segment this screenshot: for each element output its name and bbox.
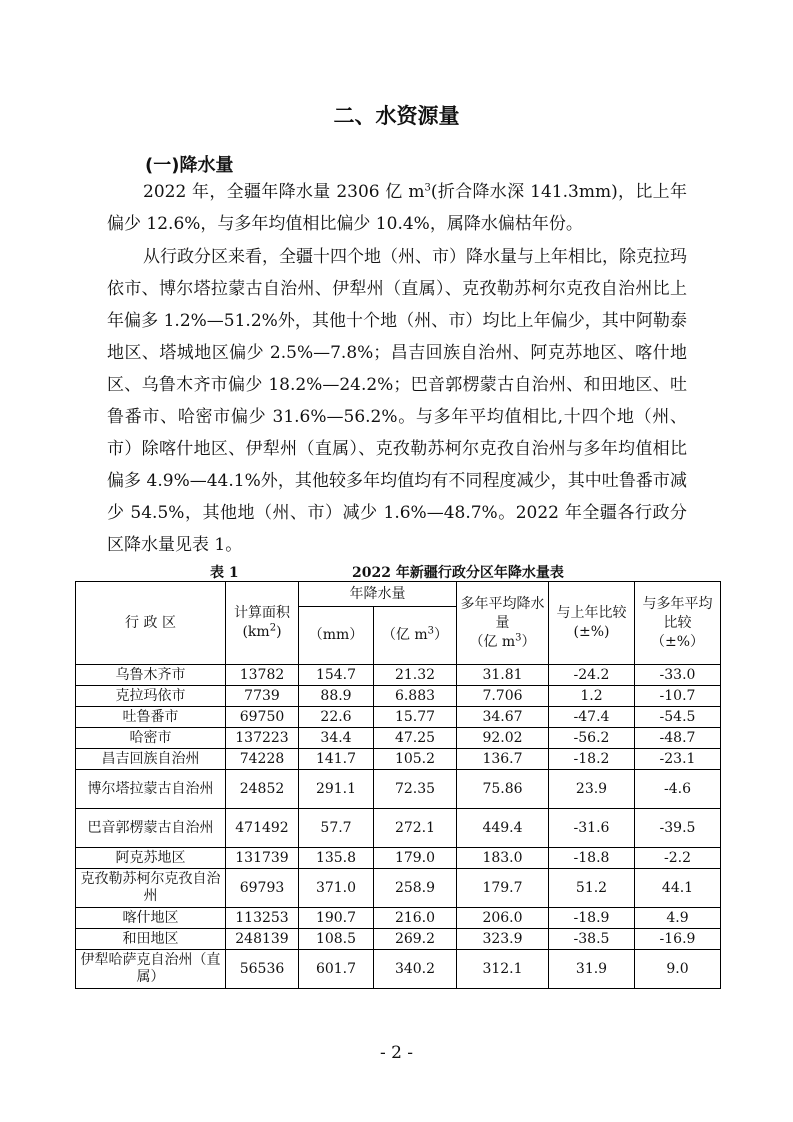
table-row (76, 908, 721, 929)
cell-mm: 371.0 (299, 869, 374, 908)
cell-vol: 47.25 (374, 728, 457, 749)
cell-region: 哈密市 (76, 728, 226, 749)
paragraph-regions: 从行政分区来看，全疆十四个地（州、市）降水量与上年相比，除克拉玛依市、博尔塔拉蒙古自治州、伊犁州（直属）、克孜勒苏柯尔克孜自治州比上年偏多 1.2%—51.2%外，其他十个地（州、市）均比上年偏少，其中阿勒泰地区、塔城地区偏少 2.5%—7.8%；昌吉回族自治州、阿克苏地区、喀什地区、乌鲁木齐市偏少 18.2%—24.2%；巴音郭楞蒙古自治州、和田地区、吐鲁番市、哈密市偏少 31.6%—56.2%。与多年平均值相比,十四个地（州、市）除喀什地区、伊犁州（直属）、克孜勒苏柯尔克孜自治州与多年均值相比偏多 4.9%—44.1%外，其他较多年均值均有不同程度减少，其中吐鲁番市减少 54.5%，其他地（州、市）减少 1.6%—48.7%。2022 年全疆各行政分区降水量见表 1。 (107, 247, 687, 555)
cell-area: 69750 (226, 707, 299, 728)
cell-vs-last: -18.9 (549, 908, 635, 929)
header-vs-mean-unit: （±%） (650, 633, 705, 650)
cell-area: 13782 (226, 665, 299, 686)
cell-mean: 312.1 (457, 950, 549, 989)
cell-region: 博尔塔拉蒙古自治州 (76, 770, 226, 809)
cell-mm: 22.6 (299, 707, 374, 728)
header-precip-mm: （mm） (299, 607, 374, 665)
table-row (76, 869, 721, 908)
cell-mean: 34.67 (457, 707, 549, 728)
cell-vol: 216.0 (374, 908, 457, 929)
table-number: 表 1 (210, 565, 239, 581)
cell-mean: 92.02 (457, 728, 549, 749)
paragraph-summary (107, 176, 687, 240)
table-row (76, 809, 721, 848)
cell-region: 巴音郭楞蒙古自治州 (76, 809, 226, 848)
cell-mean: 179.7 (457, 869, 549, 908)
cell-vol: 6.883 (374, 686, 457, 707)
cell-vs-mean: -54.5 (635, 707, 721, 728)
paragraph-summary-sup: 3 (424, 182, 431, 194)
cell-mm: 34.4 (299, 728, 374, 749)
cell-vs-last: -31.6 (549, 809, 635, 848)
cell-mean: 183.0 (457, 848, 549, 869)
page-title: 二、水资源量 (333, 104, 460, 128)
table-row (76, 848, 721, 869)
cell-mm: 154.7 (299, 665, 374, 686)
cell-area: 24852 (226, 770, 299, 809)
precipitation-table (75, 581, 721, 989)
header-precip-vol-label: （亿 m (381, 627, 428, 643)
cell-mean: 206.0 (457, 908, 549, 929)
cell-mean: 75.86 (457, 770, 549, 809)
header-area-unit: (km (242, 624, 270, 640)
cell-vol: 258.9 (374, 869, 457, 908)
section-heading: (一)降水量 (145, 155, 234, 176)
cell-vs-last: 1.2 (549, 686, 635, 707)
cell-vs-last: -47.4 (549, 707, 635, 728)
cell-region: 克拉玛依市 (76, 686, 226, 707)
cell-vs-mean: -48.7 (635, 728, 721, 749)
cell-region: 昌吉回族自治州 (76, 749, 226, 770)
cell-mm: 135.8 (299, 848, 374, 869)
cell-area: 131739 (226, 848, 299, 869)
cell-vol: 21.32 (374, 665, 457, 686)
cell-vs-last: -18.8 (549, 848, 635, 869)
table-row (76, 665, 721, 686)
cell-vol: 15.77 (374, 707, 457, 728)
header-area (226, 582, 299, 665)
header-mean-label: 多年平均降水量 (460, 595, 545, 631)
header-mean-unit: （亿 m (469, 633, 516, 650)
cell-mm: 57.7 (299, 809, 374, 848)
table-row (76, 929, 721, 950)
cell-vs-last: -18.2 (549, 749, 635, 770)
cell-vol: 72.35 (374, 770, 457, 809)
cell-vol: 105.2 (374, 749, 457, 770)
cell-vs-mean: -33.0 (635, 665, 721, 686)
cell-mm: 141.7 (299, 749, 374, 770)
table-body (76, 665, 721, 989)
cell-area: 74228 (226, 749, 299, 770)
paragraph-summary-pre: 2022 年，全疆年降水量 2306 亿 m (143, 182, 425, 202)
cell-vs-mean: 4.9 (635, 908, 721, 929)
cell-vs-mean: -16.9 (635, 929, 721, 950)
cell-mean: 449.4 (457, 809, 549, 848)
header-mean-unit-end: ） (521, 633, 536, 650)
table-row (76, 950, 721, 989)
cell-vs-mean: -10.7 (635, 686, 721, 707)
cell-region: 和田地区 (76, 929, 226, 950)
cell-mm: 88.9 (299, 686, 374, 707)
cell-vs-mean: -39.5 (635, 809, 721, 848)
cell-vs-last: -24.2 (549, 665, 635, 686)
header-precip-vol (374, 607, 457, 665)
header-vs-last-unit: (±%) (573, 624, 610, 640)
cell-vs-mean: 9.0 (635, 950, 721, 989)
header-area-unit-end: ) (276, 624, 282, 640)
header-area-unit-sup: 2 (269, 622, 277, 634)
cell-vs-mean: -2.2 (635, 848, 721, 869)
table-row (76, 728, 721, 749)
header-mean (457, 582, 549, 665)
cell-region: 克孜勒苏柯尔克孜自治州 (76, 869, 226, 908)
page-number: - 2 - (379, 1043, 414, 1063)
cell-mm: 190.7 (299, 908, 374, 929)
table-row (76, 749, 721, 770)
cell-area: 137223 (226, 728, 299, 749)
cell-vs-last: 51.2 (549, 869, 635, 908)
cell-vol: 272.1 (374, 809, 457, 848)
table-row (76, 770, 721, 809)
paragraph-summary-post: (折合降水深 141.3mm)，比上年偏少 12.6%，与多年均值相比偏少 10.4%，属降水偏枯年份。 (107, 182, 688, 234)
cell-vs-last: -56.2 (549, 728, 635, 749)
header-precip-vol-sup: 3 (427, 625, 435, 637)
cell-mean: 31.81 (457, 665, 549, 686)
cell-mm: 601.7 (299, 950, 374, 989)
cell-area: 69793 (226, 869, 299, 908)
cell-mm: 291.1 (299, 770, 374, 809)
cell-area: 7739 (226, 686, 299, 707)
cell-area: 471492 (226, 809, 299, 848)
cell-region: 喀什地区 (76, 908, 226, 929)
cell-region: 乌鲁木齐市 (76, 665, 226, 686)
cell-mean: 7.706 (457, 686, 549, 707)
header-region: 行 政 区 (76, 582, 226, 665)
table-title: 2022 年新疆行政分区年降水量表 (352, 565, 564, 581)
cell-vs-last: 31.9 (549, 950, 635, 989)
cell-mm: 108.5 (299, 929, 374, 950)
cell-vol: 269.2 (374, 929, 457, 950)
header-mean-unit-sup: 3 (515, 631, 522, 643)
cell-area: 56536 (226, 950, 299, 989)
header-vs-mean-label: 与多年平均比较 (642, 595, 713, 631)
cell-vs-last: -38.5 (549, 929, 635, 950)
header-precip-vol-end: ） (434, 627, 449, 643)
cell-region: 吐鲁番市 (76, 707, 226, 728)
cell-area: 113253 (226, 908, 299, 929)
table-caption (75, 562, 720, 582)
cell-vs-mean: -4.6 (635, 770, 721, 809)
cell-region: 阿克苏地区 (76, 848, 226, 869)
header-area-label: 计算面积 (234, 605, 290, 621)
header-precip: 年降水量 (299, 582, 457, 607)
table-row (76, 707, 721, 728)
header-vs-last-label: 与上年比较 (556, 605, 627, 621)
cell-area: 248139 (226, 929, 299, 950)
cell-mean: 323.9 (457, 929, 549, 950)
cell-region: 伊犁哈萨克自治州（直属） (76, 950, 226, 989)
header-vs-mean (635, 582, 721, 665)
table-row (76, 686, 721, 707)
cell-vs-mean: 44.1 (635, 869, 721, 908)
cell-vol: 179.0 (374, 848, 457, 869)
cell-vs-last: 23.9 (549, 770, 635, 809)
header-vs-last (549, 582, 635, 665)
cell-vs-mean: -23.1 (635, 749, 721, 770)
cell-vol: 340.2 (374, 950, 457, 989)
cell-mean: 136.7 (457, 749, 549, 770)
